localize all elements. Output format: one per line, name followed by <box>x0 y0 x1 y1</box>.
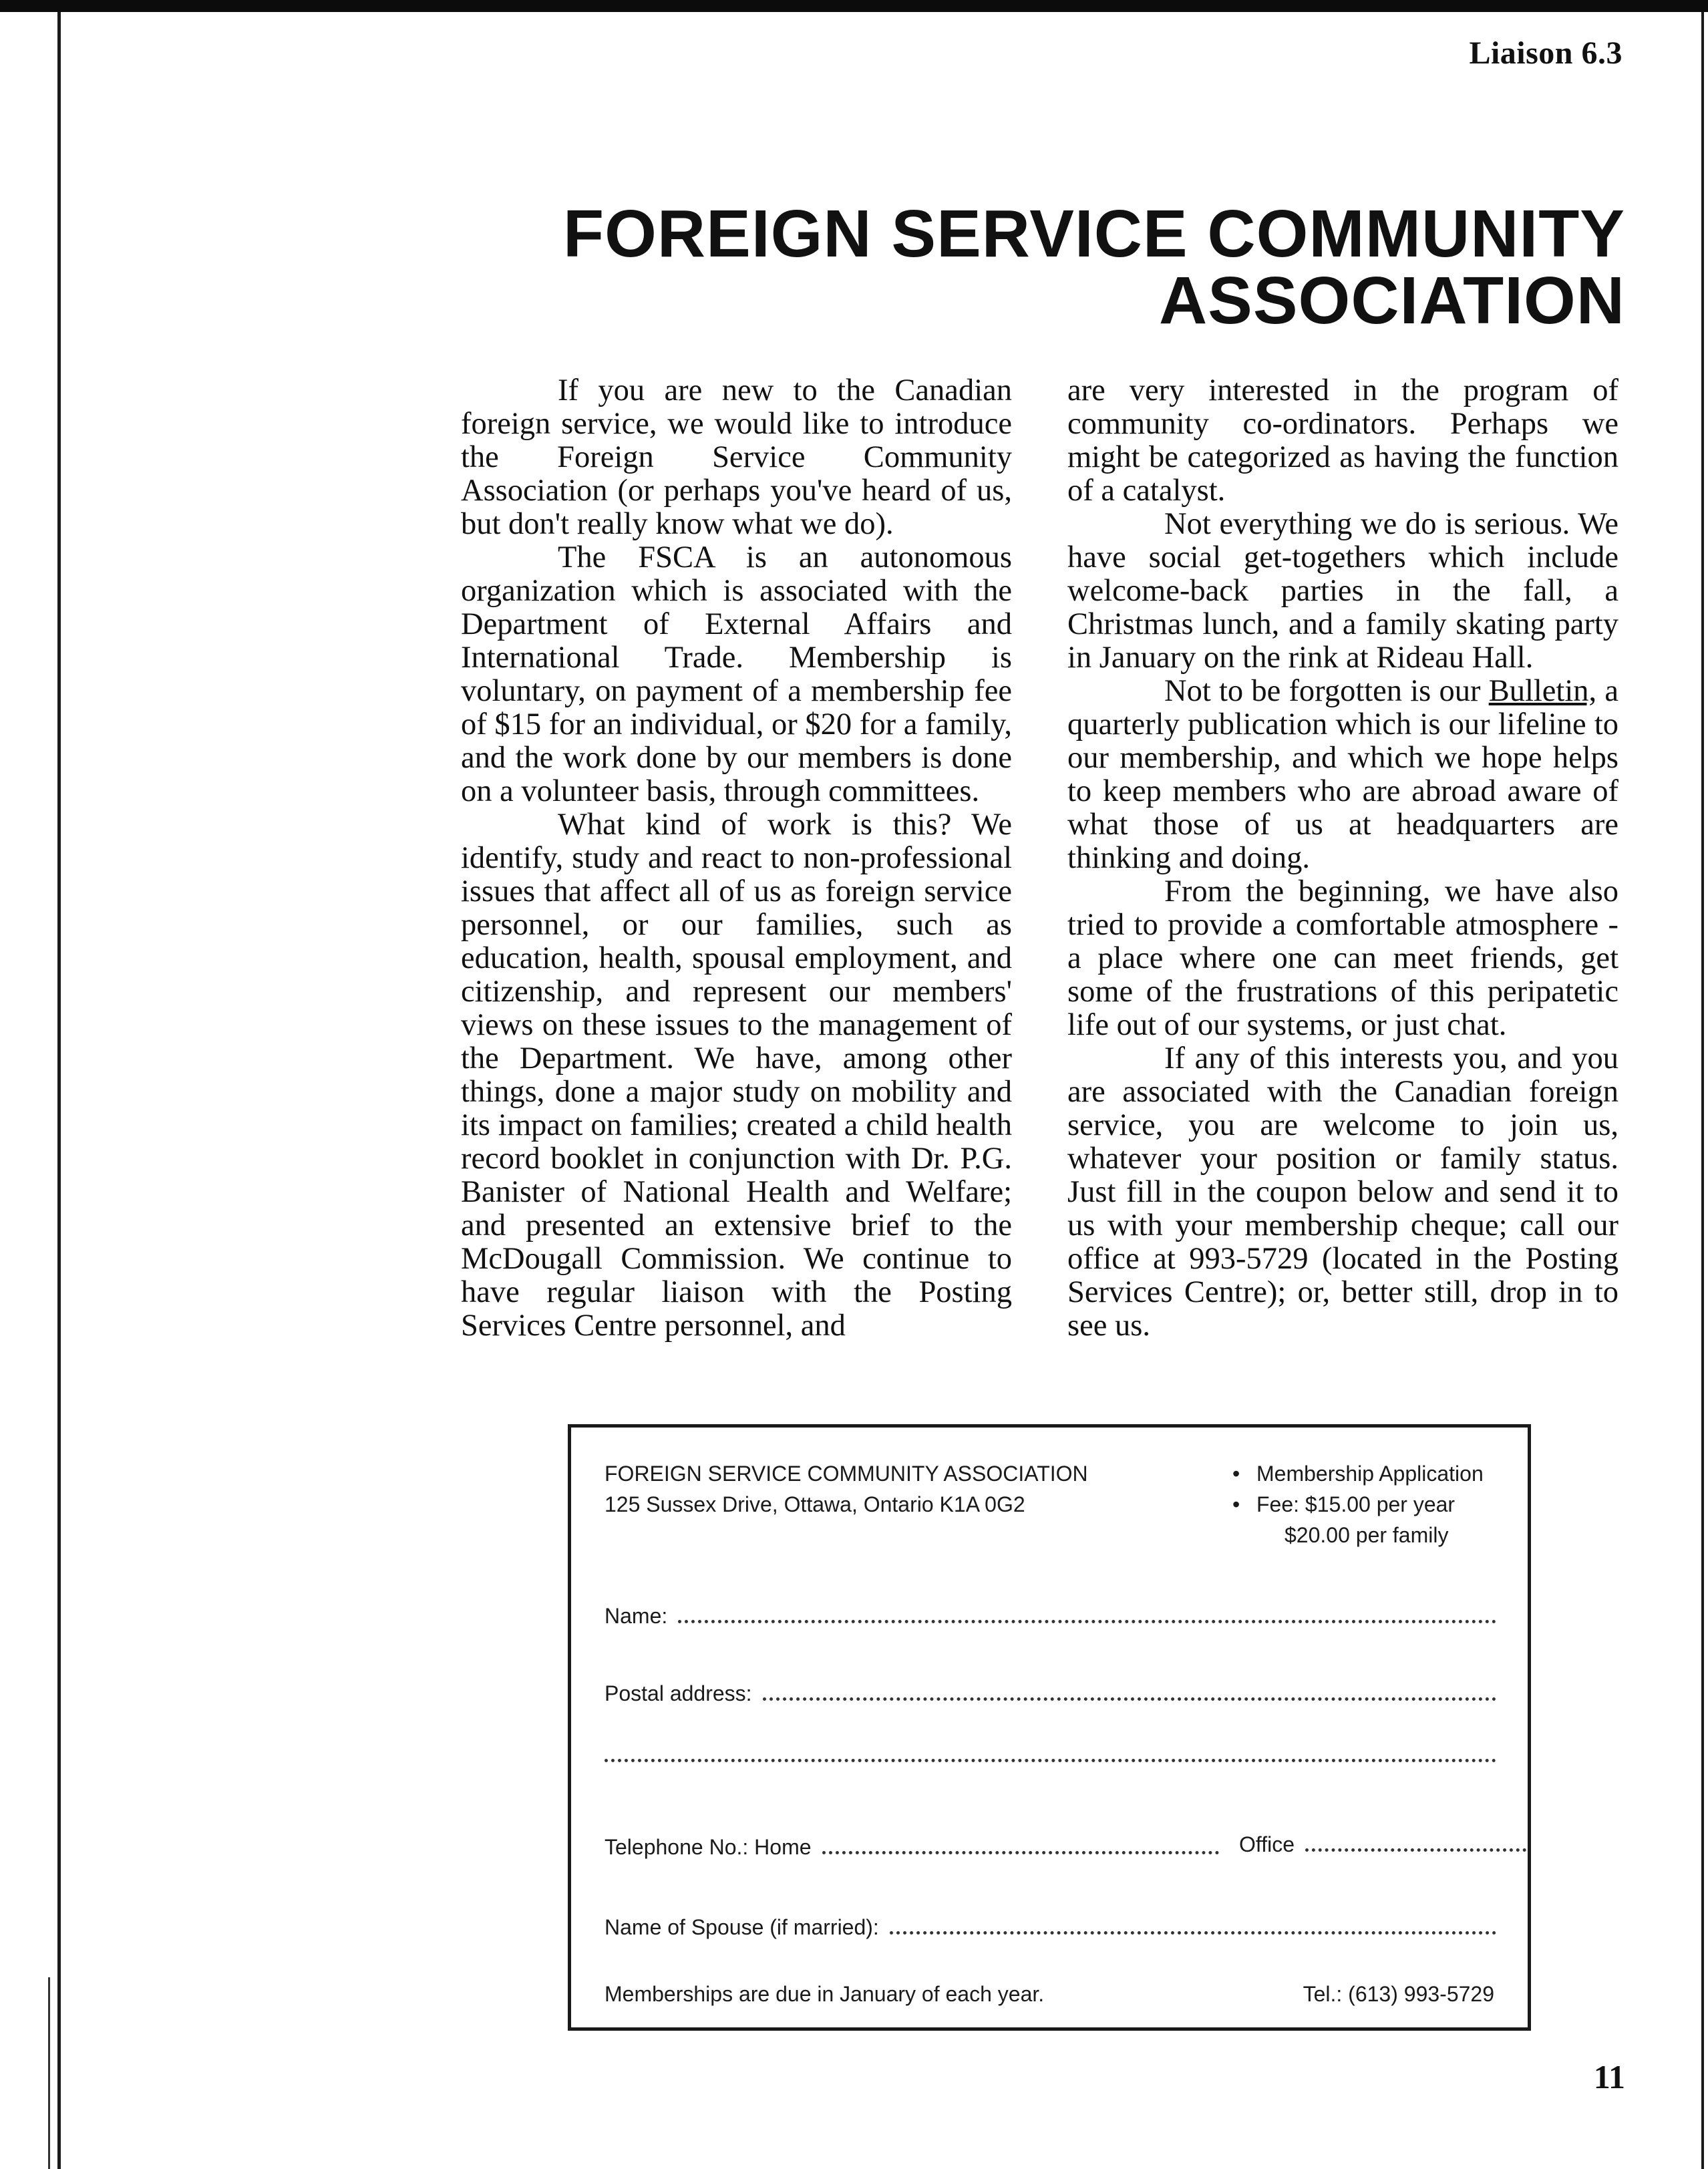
postal-address-dotted-line[interactable] <box>763 1697 1496 1701</box>
bullet-icon: • <box>1232 1492 1240 1516</box>
paragraph: are very interested in the program of community co-ordinators. Perhaps we might be categorized as having the function of a catalyst. <box>1067 373 1618 508</box>
telephone-office-label: Office <box>1239 1832 1295 1856</box>
spouse-name-dotted-line[interactable] <box>890 1931 1496 1935</box>
coupon-application-info <box>1232 1458 1484 1550</box>
paragraph: If you are new to the Canadian foreign service, we would like to introduce the Foreign Service Community Association (or perhaps you've heard of us, but don't really know what we do). <box>461 373 1012 541</box>
postal-address-field-line-2[interactable] <box>605 1759 1496 1790</box>
postal-address-label: Postal address: <box>605 1681 752 1705</box>
spouse-name-label: Name of Spouse (if married): <box>605 1915 879 1939</box>
top-edge-strip <box>0 0 1708 12</box>
article-column-left <box>461 374 1012 1343</box>
office-telephone: Tel.: (613) 993-5729 <box>1303 1982 1494 2006</box>
name-label: Name: <box>605 1604 668 1628</box>
paragraph: Not everything we do is serious. We have social get-togethers which include welcome-back parties in the fall, a Christmas lunch, and a family skating party in January on the rink at Rideau Hall. <box>1067 507 1618 675</box>
bullet-icon: • <box>1232 1462 1240 1486</box>
name-field[interactable] <box>605 1604 1496 1635</box>
telephone-home-dotted-line[interactable] <box>822 1851 1219 1854</box>
name-dotted-line[interactable] <box>678 1620 1496 1623</box>
paragraph: What kind of work is this? We identify, study and react to non-professional issues that affect all of us as foreign service personnel, or our families, such as education, health, spousal employment, and citizenship, and represent our members' views on these issues to the management of the Department. We have, among other things, done a major study on mobility and its impact on families; created a child health record booklet in conjunction with Dr. P.G. Banister of National Health and Welfare; and presented an extensive brief to the McDougall Commission. We continue to have regular liaison with the Posting Services Centre personnel, and <box>461 808 1012 1343</box>
right-margin-rule <box>1701 12 1704 2169</box>
page-number: 11 <box>1593 2058 1625 2096</box>
paragraph: If any of this interests you, and you are associated with the Canadian foreign service, you are welcome to join us, whatever your position or family status. Just fill in the coupon below and send it to us with your membership cheque; call our office at 993-5729 (located in the Posting Services Centre); or, better still, drop in to see us. <box>1067 1041 1618 1343</box>
spouse-name-field[interactable] <box>605 1915 1496 1946</box>
fee-individual: Fee: $15.00 per year <box>1256 1492 1456 1516</box>
application-label: Membership Application <box>1256 1462 1484 1486</box>
coupon-org-block <box>605 1458 1088 1520</box>
coupon-org-name: FOREIGN SERVICE COMMUNITY ASSOCIATION <box>605 1462 1088 1486</box>
left-margin-rule <box>57 12 61 2169</box>
text-run: Not to be forgotten is our <box>1164 674 1489 708</box>
telephone-home-label: Telephone No.: Home <box>605 1835 812 1859</box>
article-column-right <box>1067 374 1618 1343</box>
bulletin-title: Bulletin, <box>1488 674 1597 708</box>
telephone-office-field[interactable] <box>1239 1832 1526 1863</box>
left-binding-line <box>48 1977 50 2169</box>
coupon-address: 125 Sussex Drive, Ottawa, Ontario K1A 0G2 <box>605 1492 1025 1516</box>
membership-coupon <box>568 1424 1531 2031</box>
telephone-office-dotted-line[interactable] <box>1305 1848 1526 1852</box>
paragraph: The FSCA is an autonomous organization which is associated with the Department of External Affairs and International Trade. Membership is voluntary, on payment of a membership fee of $15 for an individual, or $20 for a family, and the work done by our members is done on a volunteer basis, through committees. <box>461 540 1012 808</box>
title-line-2: ASSOCIATION <box>1158 263 1625 338</box>
page-title <box>356 196 1625 338</box>
telephone-home-field[interactable] <box>605 1835 1219 1866</box>
issue-label: Liaison 6.3 <box>1469 35 1622 71</box>
postal-address-field[interactable] <box>605 1681 1496 1712</box>
text-run: a quarterly publication which is our lifeline to our membership, and which we hope helps to keep members who are abroad aware of what those of us at headquarters are thinking and doing. <box>1067 674 1619 875</box>
postal-address-dotted-line-2[interactable] <box>605 1759 1496 1762</box>
membership-due-note: Memberships are due in January of each year. <box>605 1982 1045 2006</box>
paragraph-bulletin <box>1067 675 1618 875</box>
title-line-1: FOREIGN SERVICE COMMUNITY <box>563 196 1625 271</box>
fee-family: $20.00 per family <box>1285 1523 1449 1547</box>
paragraph: From the beginning, we have also tried to provide a comfortable atmosphere - a place where one can meet friends, get some of the frustrations of this peripatetic life out of our systems, or just chat. <box>1067 874 1618 1042</box>
